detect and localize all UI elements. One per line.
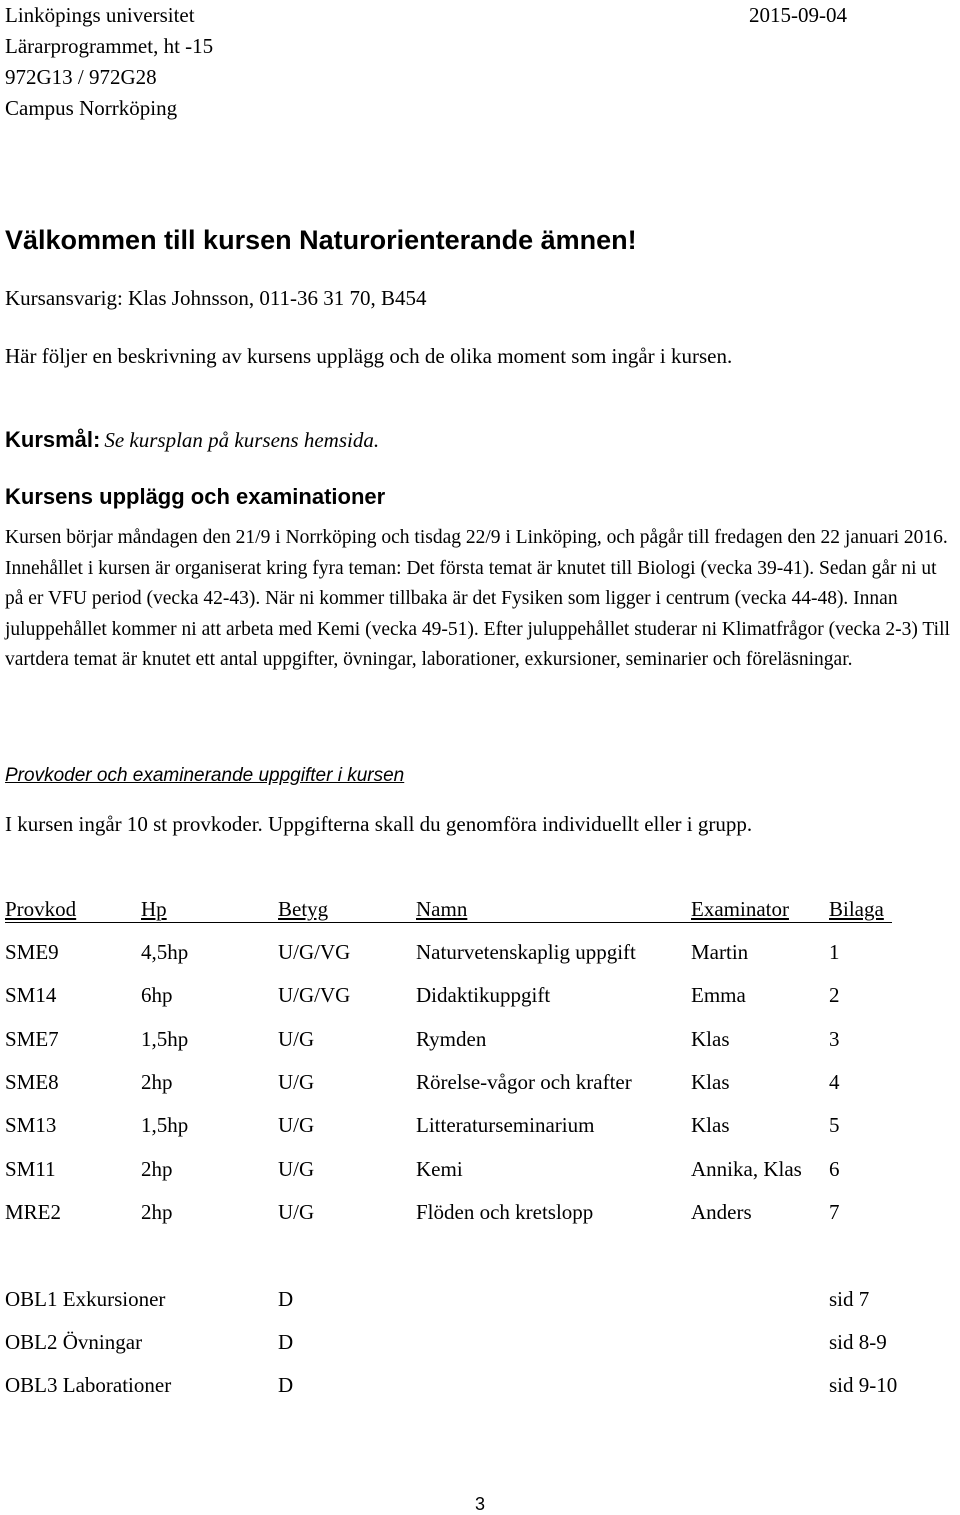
table-cell: 3 xyxy=(829,1027,840,1051)
table-cell: 2hp xyxy=(141,1157,173,1181)
table-cell: Flöden och kretslopp xyxy=(416,1200,594,1224)
table-cell: Klas xyxy=(691,1027,730,1051)
table-header-cell: Provkod xyxy=(5,897,77,921)
table-cell: 5 xyxy=(829,1113,840,1137)
provkoder-heading: Provkoder och examinerande uppgifter i kursen xyxy=(5,765,405,786)
table-cell: 2 xyxy=(829,983,840,1007)
table-cell: U/G xyxy=(278,1157,315,1181)
table-cell: OBL2 Övningar xyxy=(5,1330,143,1354)
table-cell: Naturvetenskaplig uppgift xyxy=(416,940,636,964)
table-cell: U/G xyxy=(278,1113,315,1137)
intro-text: Här följer en beskrivning av kursens upplägg och de olika moment som ingår i kursen. xyxy=(5,344,733,368)
setup-paragraph: Kursen börjar måndagen den 21/9 i Norrköping och tisdag 22/9 i Linköping, och pågår till fredagen den 22 januari 2016. Innehållet i kursen är organiserat kring fyra teman: Det första temat är knutet till Biologi (vecka 39-41). Sedan går ni ut på er VFU period (vecka 42-43). När ni kommer tillbaka är det Fysiken som ligger i centrum (vecka 44-48). Innan juluppehållet kommer ni att arbeta med Kemi (vecka 49-51). Efter juluppehållet studerar ni Klimatfrågor (vecka 2-3) Till vartdera temat är knutet ett antal uppgifter, övningar, laborationer, exkursioner, seminarier och föreläsningar. xyxy=(5,527,950,671)
table-cell: 7 xyxy=(829,1200,840,1224)
page-title: Välkommen till kursen Naturorienterande ämnen! xyxy=(5,225,637,255)
table-cell: SME8 xyxy=(5,1070,59,1094)
table-cell: U/G/VG xyxy=(278,983,351,1007)
table-cell: sid 8-9 xyxy=(829,1330,887,1354)
table-cell: 6 xyxy=(829,1157,840,1181)
page-number: 3 xyxy=(475,1494,486,1514)
header-line: Campus Norrköping xyxy=(5,96,178,120)
table-cell: Rymden xyxy=(416,1027,487,1051)
table-cell: Klas xyxy=(691,1070,730,1094)
table-cell: SM11 xyxy=(5,1157,56,1181)
table-cell: 4,5hp xyxy=(141,940,189,964)
table-cell: Emma xyxy=(691,983,746,1007)
table-cell: SME9 xyxy=(5,940,59,964)
table-cell: 1,5hp xyxy=(141,1113,189,1137)
table-header-cell: Betyg xyxy=(278,897,329,921)
table-cell: D xyxy=(278,1287,294,1311)
table-cell: U/G xyxy=(278,1070,315,1094)
course-responsible: Kursansvarig: Klas Johnsson, 011-36 31 70, B454 xyxy=(5,286,427,310)
table-cell: 1,5hp xyxy=(141,1027,189,1051)
table-cell: D xyxy=(278,1373,294,1397)
course-goals-label: Kursmål: xyxy=(5,427,101,452)
table-cell: SME7 xyxy=(5,1027,59,1051)
table-cell: 2hp xyxy=(141,1070,173,1094)
table-cell: 1 xyxy=(829,940,840,964)
table-header-cell: Hp xyxy=(141,897,167,921)
table-header-cell: Examinator xyxy=(691,897,789,921)
table-cell: Litteraturseminarium xyxy=(416,1113,595,1137)
table-cell: sid 7 xyxy=(829,1287,870,1311)
table-cell: U/G xyxy=(278,1200,315,1224)
course-goals xyxy=(5,427,379,453)
course-goals-text: Se kursplan på kursens hemsida. xyxy=(104,428,380,452)
table-cell: Kemi xyxy=(416,1157,463,1181)
table-cell: Rörelse-vågor och krafter xyxy=(416,1070,632,1094)
table-cell: OBL1 Exkursioner xyxy=(5,1287,166,1311)
setup-heading: Kursens upplägg och examinationer xyxy=(5,484,386,509)
table-header-cell: Namn xyxy=(416,897,468,921)
table-cell: SM14 xyxy=(5,983,57,1007)
table-cell: SM13 xyxy=(5,1113,57,1137)
header-institution xyxy=(5,0,213,124)
table-cell: Annika, Klas xyxy=(691,1157,802,1181)
table-cell: U/G xyxy=(278,1027,315,1051)
table-cell: U/G/VG xyxy=(278,940,351,964)
header-line: 972G13 / 972G28 xyxy=(5,65,157,89)
table-cell: 6hp xyxy=(141,983,173,1007)
header-line: Lärarprogrammet, ht -15 xyxy=(5,34,214,58)
provkoder-text: I kursen ingår 10 st provkoder. Uppgifterna skall du genomföra individuellt eller i grupp. xyxy=(5,812,753,836)
table-cell: MRE2 xyxy=(5,1200,62,1224)
header-line: Linköpings universitet xyxy=(5,3,195,27)
table-cell: 2hp xyxy=(141,1200,173,1224)
header-date: 2015-09-04 xyxy=(749,3,847,27)
table-header-divider xyxy=(5,922,892,923)
table-cell: Martin xyxy=(691,940,749,964)
table-cell: 4 xyxy=(829,1070,840,1094)
table-header-cell: Bilaga xyxy=(829,897,884,921)
table-cell: Klas xyxy=(691,1113,730,1137)
table-cell: Didaktikuppgift xyxy=(416,983,551,1007)
table-cell: sid 9-10 xyxy=(829,1373,898,1397)
table-cell: OBL3 Laborationer xyxy=(5,1373,172,1397)
table-cell: Anders xyxy=(691,1200,752,1224)
table-cell: D xyxy=(278,1330,294,1354)
